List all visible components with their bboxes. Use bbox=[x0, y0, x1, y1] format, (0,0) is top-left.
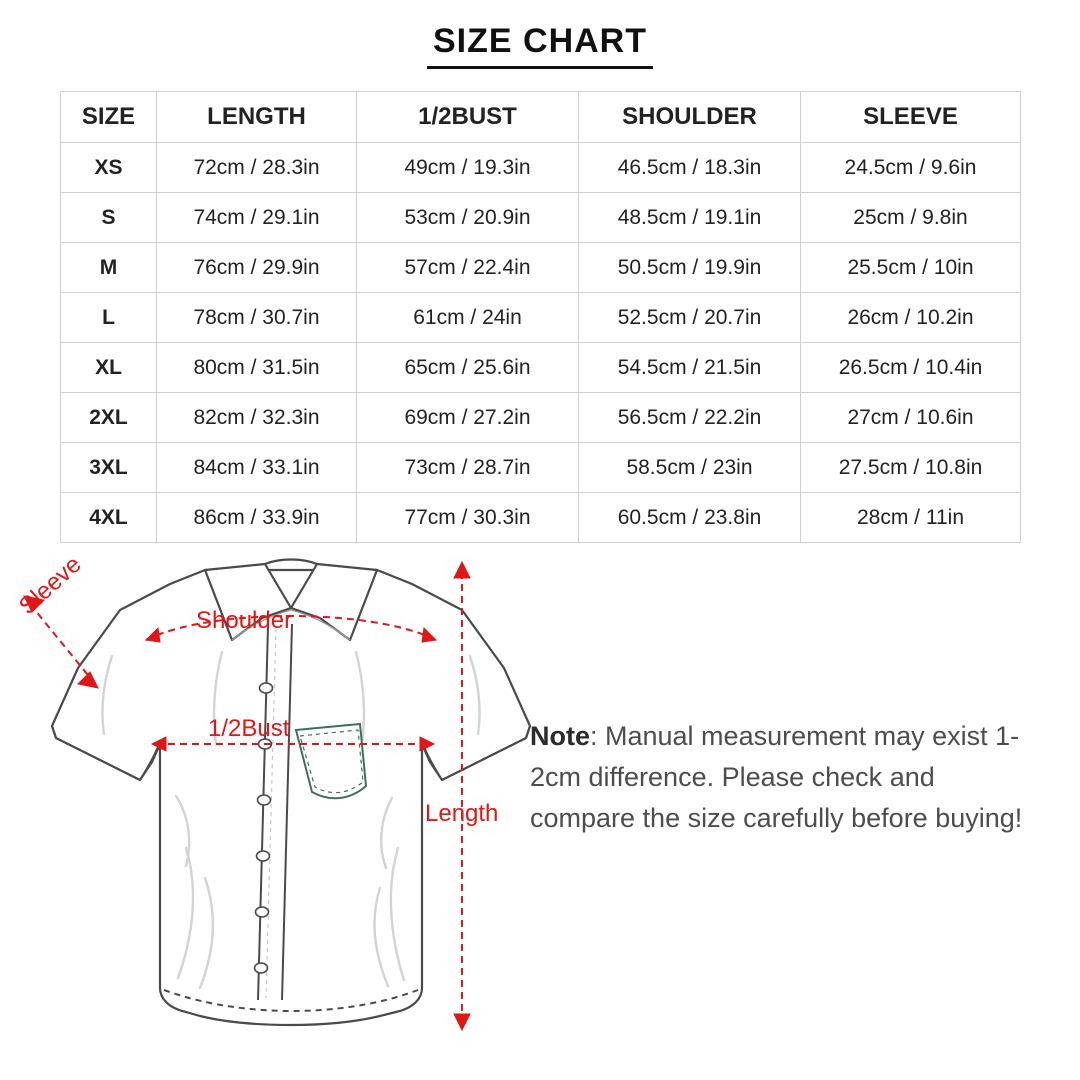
label-sleeve: Sleeve bbox=[14, 550, 87, 621]
column-header-length: LENGTH bbox=[157, 92, 357, 143]
label-length: Length bbox=[425, 800, 499, 827]
table-row bbox=[61, 293, 1021, 343]
table-row bbox=[61, 143, 1021, 193]
cell-length: 72cm / 28.3in bbox=[157, 143, 357, 193]
table-row bbox=[61, 443, 1021, 493]
cell-sleeve: 24.5cm / 9.6in bbox=[801, 143, 1021, 193]
cell-shoulder: 56.5cm / 22.2in bbox=[579, 393, 801, 443]
cell-shoulder: 48.5cm / 19.1in bbox=[579, 193, 801, 243]
cell-shoulder: 60.5cm / 23.8in bbox=[579, 493, 801, 543]
column-header-halfbust: 1/2BUST bbox=[357, 92, 579, 143]
label-shoulder: Shoulder bbox=[196, 607, 293, 634]
note-body: : Manual measurement may exist 1-2cm difference. Please check and compare the size carefully before buying! bbox=[530, 721, 1023, 833]
cell-halfbust: 77cm / 30.3in bbox=[357, 493, 579, 543]
table-row bbox=[61, 493, 1021, 543]
cell-halfbust: 61cm / 24in bbox=[357, 293, 579, 343]
cell-halfbust: 57cm / 22.4in bbox=[357, 243, 579, 293]
cell-sleeve: 26.5cm / 10.4in bbox=[801, 343, 1021, 393]
cell-length: 84cm / 33.1in bbox=[157, 443, 357, 493]
cell-halfbust: 49cm / 19.3in bbox=[357, 143, 579, 193]
cell-halfbust: 65cm / 25.6in bbox=[357, 343, 579, 393]
page-title: SIZE CHART bbox=[427, 22, 653, 69]
cell-length: 86cm / 33.9in bbox=[157, 493, 357, 543]
measurement-note bbox=[530, 716, 1030, 839]
table-row bbox=[61, 193, 1021, 243]
cell-length: 78cm / 30.7in bbox=[157, 293, 357, 343]
column-header-shoulder: SHOULDER bbox=[579, 92, 801, 143]
cell-size: XL bbox=[61, 343, 157, 393]
cell-halfbust: 73cm / 28.7in bbox=[357, 443, 579, 493]
table-row bbox=[61, 243, 1021, 293]
cell-shoulder: 50.5cm / 19.9in bbox=[579, 243, 801, 293]
cell-length: 74cm / 29.1in bbox=[157, 193, 357, 243]
cell-shoulder: 54.5cm / 21.5in bbox=[579, 343, 801, 393]
table-row bbox=[61, 343, 1021, 393]
cell-size: S bbox=[61, 193, 157, 243]
cell-sleeve: 25cm / 9.8in bbox=[801, 193, 1021, 243]
table-header-row bbox=[61, 92, 1021, 143]
cell-size: L bbox=[61, 293, 157, 343]
cell-length: 80cm / 31.5in bbox=[157, 343, 357, 393]
cell-size: 4XL bbox=[61, 493, 157, 543]
size-chart-table bbox=[60, 91, 1021, 543]
page-title-container bbox=[0, 0, 1080, 69]
label-half-bust: 1/2Bust bbox=[208, 715, 290, 742]
cell-length: 76cm / 29.9in bbox=[157, 243, 357, 293]
column-header-sleeve: SLEEVE bbox=[801, 92, 1021, 143]
cell-sleeve: 27.5cm / 10.8in bbox=[801, 443, 1021, 493]
measurement-diagram bbox=[0, 548, 1080, 1080]
cell-length: 82cm / 32.3in bbox=[157, 393, 357, 443]
cell-size: XS bbox=[61, 143, 157, 193]
cell-sleeve: 26cm / 10.2in bbox=[801, 293, 1021, 343]
cell-sleeve: 27cm / 10.6in bbox=[801, 393, 1021, 443]
cell-shoulder: 58.5cm / 23in bbox=[579, 443, 801, 493]
cell-shoulder: 52.5cm / 20.7in bbox=[579, 293, 801, 343]
table-row bbox=[61, 393, 1021, 443]
size-chart-table-container bbox=[60, 91, 1020, 543]
note-prefix: Note bbox=[530, 721, 590, 751]
column-header-size: SIZE bbox=[61, 92, 157, 143]
cell-sleeve: 28cm / 11in bbox=[801, 493, 1021, 543]
cell-size: 2XL bbox=[61, 393, 157, 443]
cell-size: 3XL bbox=[61, 443, 157, 493]
cell-halfbust: 53cm / 20.9in bbox=[357, 193, 579, 243]
cell-shoulder: 46.5cm / 18.3in bbox=[579, 143, 801, 193]
cell-size: M bbox=[61, 243, 157, 293]
cell-halfbust: 69cm / 27.2in bbox=[357, 393, 579, 443]
cell-sleeve: 25.5cm / 10in bbox=[801, 243, 1021, 293]
